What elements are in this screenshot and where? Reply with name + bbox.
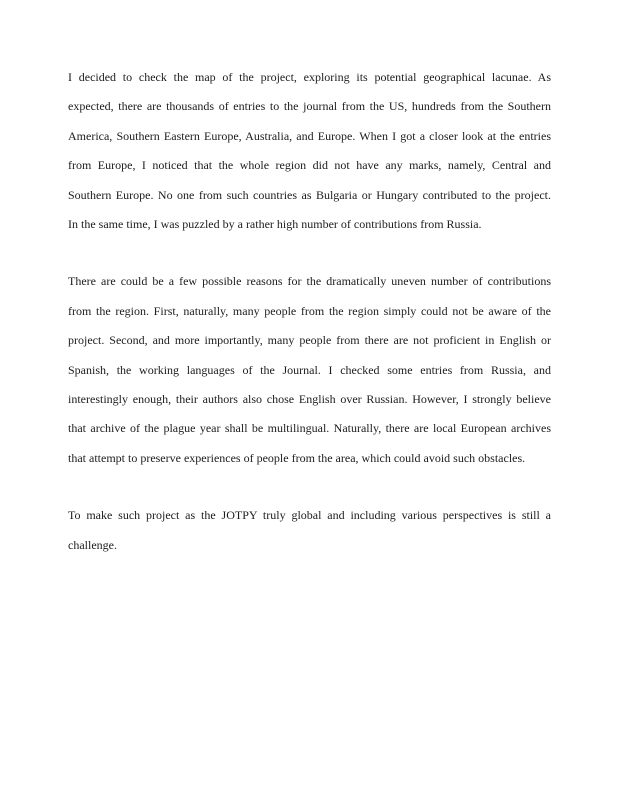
text-line: There are could be a few possible reasons for the dramatically uneven number of contributions (68, 274, 551, 289)
text-line: from Europe, I noticed that the whole region did not have any marks, namely, Central and (68, 158, 551, 173)
text-line: expected, there are thousands of entries to the journal from the US, hundreds from the Southern (68, 99, 551, 114)
text-line: I decided to check the map of the project, exploring its potential geographical lacunae. As (68, 70, 551, 84)
text-line: In the same time, I was puzzled by a rather high number of contributions from Russia. (68, 217, 482, 232)
text-line: Southern Europe. No one from such countries as Bulgaria or Hungary contributed to the project. (68, 187, 551, 202)
text-line: challenge. (68, 537, 117, 552)
text-line: Spanish, the working languages of the Journal. I checked some entries from Russia, and (68, 362, 551, 377)
paragraph-map-observations (68, 63, 551, 239)
text-line: To make such project as the JOTPY truly global and including various perspectives is still a (68, 508, 551, 523)
document-text-block (68, 63, 551, 588)
text-line: project. Second, and more importantly, many people from there are not proficient in English or (68, 333, 551, 348)
text-line: interestingly enough, their authors also chose English over Russian. However, I strongly believe (68, 392, 551, 407)
paragraph-conclusion (68, 501, 551, 560)
text-line: America, Southern Eastern Europe, Australia, and Europe. When I got a closer look at the entries (68, 128, 551, 143)
text-line: from the region. First, naturally, many people from the region simply could not be aware of the (68, 303, 551, 318)
text-line: that attempt to preserve experiences of people from the area, which could avoid such obstacles. (68, 450, 526, 465)
paragraph-possible-reasons (68, 267, 551, 473)
text-line: that archive of the plague year shall be multilingual. Naturally, there are local European archives (68, 421, 551, 436)
